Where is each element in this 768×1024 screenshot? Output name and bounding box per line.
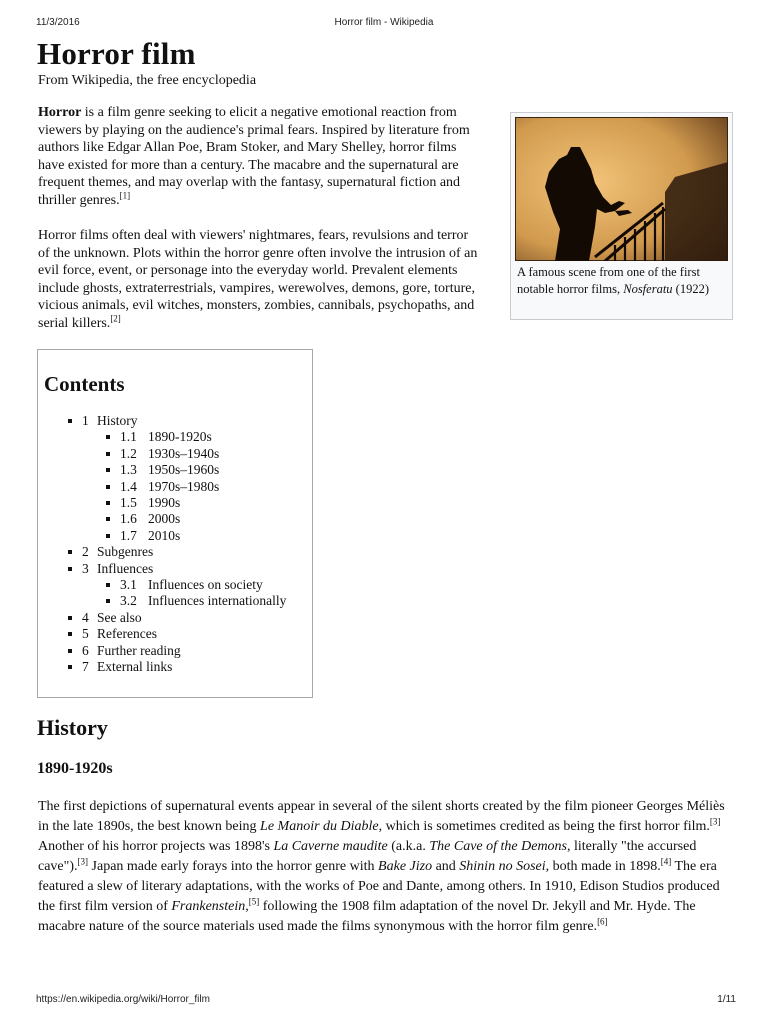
paragraph-text: , literally "the accursed cave"). <box>38 839 697 874</box>
page-title: Horror film <box>37 36 196 71</box>
toc-number: 1.7 <box>120 527 137 543</box>
nosferatu-shadow-picture <box>515 117 728 261</box>
paragraph-text: following the 1908 film adaptation of the novel Dr. Jekyll and Mr. Hyde. The macabre nature of the source materials used made the films synonymous with the horror film genre. <box>38 899 696 934</box>
toc-number: 3.2 <box>120 593 137 609</box>
subsection-heading-1890-1920s: 1890-1920s <box>37 760 113 777</box>
citation-link[interactable]: [2] <box>110 313 121 324</box>
bullet-icon <box>68 567 72 571</box>
italic-title: Shinin no Sosei <box>459 859 546 874</box>
toc-number: 1.1 <box>120 429 137 445</box>
print-page-number: 1/11 <box>717 994 736 1005</box>
history-paragraph <box>38 797 732 937</box>
toc-label[interactable]: 1890-1920s <box>148 429 212 445</box>
intro-text-2: Horror films often deal with viewers' nightmares, fears, revulsions and terror of the unknown. Plots within the horror genre often involve the intrusion of an evil force, event, or personage into the everyday world. Prevalent elements include ghosts, extraterrestrials, vampires, werewolves, demons, gore, torture, vicious animals, evil witches, monsters, zombies, cannibals, psychopaths, and serial killers. <box>38 228 478 331</box>
intro-paragraph-2 <box>38 227 478 333</box>
toc-number: 1 <box>82 413 89 428</box>
toc-number: 1.4 <box>120 478 137 494</box>
citation-link[interactable]: [3] <box>77 856 89 867</box>
paragraph-text: (a.k.a. <box>387 839 430 854</box>
italic-title: Frankenstein <box>171 899 246 914</box>
toc-number: 6 <box>82 642 89 658</box>
bullet-icon <box>68 665 72 669</box>
intro-bold-term: Horror <box>38 105 82 120</box>
toc-number: 2 <box>82 544 89 560</box>
paragraph-text: , which is sometimes credited as being the first horror film. <box>378 819 710 834</box>
toc-number: 1.5 <box>120 495 137 510</box>
citation-link[interactable]: [4] <box>660 856 672 867</box>
italic-title: Le Manoir du Diable <box>260 819 379 834</box>
citation-link[interactable]: [3] <box>709 816 721 827</box>
intro-paragraph-1 <box>38 104 478 210</box>
bullet-icon <box>68 550 72 554</box>
toc-label[interactable]: References <box>97 626 157 642</box>
toc-label[interactable]: 2000s <box>148 511 181 527</box>
nosferatu-image[interactable] <box>515 117 728 261</box>
thumbnail-caption <box>517 264 727 298</box>
print-title: Horror film - Wikipedia <box>334 17 434 28</box>
toc-label[interactable]: Influences internationally <box>148 593 287 609</box>
citation-link[interactable]: [5] <box>248 896 260 907</box>
paragraph-text: The first depictions of supernatural events appear in several of the silent shorts created by the film pioneer Georges Méliès in the late 1890s, the best known being <box>38 799 725 834</box>
bullet-icon <box>106 435 110 439</box>
thumbnail-box <box>510 112 733 320</box>
toc-number: 5 <box>82 626 89 642</box>
bullet-icon <box>106 501 110 505</box>
italic-title: La Caverne maudite <box>273 839 388 854</box>
toc-number: 7 <box>82 659 89 674</box>
toc-label[interactable]: 2010s <box>148 527 181 543</box>
toc-label[interactable]: 1950s–1960s <box>148 462 220 478</box>
paragraph-text: Japan made early forays into the horror genre with <box>88 859 379 874</box>
bullet-icon <box>68 616 72 620</box>
italic-title: The Cave of the Demons <box>429 839 568 854</box>
bullet-icon <box>68 649 72 653</box>
toc-label[interactable]: Subgenres <box>97 544 154 560</box>
toc-label[interactable]: History <box>97 413 138 428</box>
table-of-contents <box>37 349 313 698</box>
bullet-icon <box>106 485 110 489</box>
toc-label[interactable]: See also <box>97 609 142 625</box>
paragraph-text: , both made in 1898. <box>545 859 661 874</box>
caption-film-title[interactable]: Nosferatu <box>623 282 673 296</box>
paragraph-text: and <box>432 859 460 874</box>
toc-label[interactable]: Further reading <box>97 642 181 658</box>
caption-text: A famous scene from one of the first notable horror films, <box>517 265 700 296</box>
bullet-icon <box>106 468 110 472</box>
bullet-icon <box>68 632 72 636</box>
bullet-icon <box>106 534 110 538</box>
caption-year: (1922) <box>672 282 709 296</box>
paragraph-text: Another of his horror projects was 1898's <box>38 839 274 854</box>
toc-number: 3.1 <box>120 577 137 592</box>
bullet-icon <box>106 583 110 587</box>
toc-number: 1.3 <box>120 462 137 478</box>
bullet-icon <box>68 419 72 423</box>
citation-link[interactable]: [1] <box>119 190 131 201</box>
italic-title: Bake Jizo <box>378 859 433 874</box>
toc-number: 3 <box>82 560 89 576</box>
bullet-icon <box>106 599 110 603</box>
print-url: https://en.wikipedia.org/wiki/Horror_film <box>36 994 210 1005</box>
toc-label[interactable]: 1990s <box>148 495 181 510</box>
paragraph-text: , <box>245 899 249 914</box>
citation-link[interactable]: [6] <box>597 916 608 927</box>
toc-label[interactable]: 1970s–1980s <box>148 478 220 494</box>
bullet-icon <box>106 452 110 456</box>
toc-label[interactable]: Influences <box>97 560 154 576</box>
toc-label[interactable]: Influences on society <box>148 577 263 592</box>
intro-text-1: is a film genre seeking to elicit a negative emotional reaction from viewers by playing on the audience's primal fears. Inspired by literature from authors like Edgar Allan Poe, Bram Stoker, and Mary Shelley, horror films have existed for more than a century. The macabre and the supernatural are frequent themes, and may overlap with the fantasy, supernatural fiction and thriller genres. <box>38 105 470 208</box>
toc-label[interactable]: External links <box>97 659 173 674</box>
print-date: 11/3/2016 <box>36 17 80 28</box>
tagline: From Wikipedia, the free encyclopedia <box>38 73 257 88</box>
paragraph-text: The era featured a slew of literary adaptations, with the works of Poe and Dante, among others. In 1910, Edison Studios produced the first film version of <box>38 859 720 914</box>
bullet-icon <box>106 517 110 521</box>
toc-number: 1.2 <box>120 445 137 461</box>
section-heading-history: History <box>37 715 108 740</box>
toc-number: 4 <box>82 609 89 625</box>
toc-title: Contents <box>44 372 125 396</box>
toc-label[interactable]: 1930s–1940s <box>148 445 220 461</box>
toc-number: 1.6 <box>120 511 137 527</box>
